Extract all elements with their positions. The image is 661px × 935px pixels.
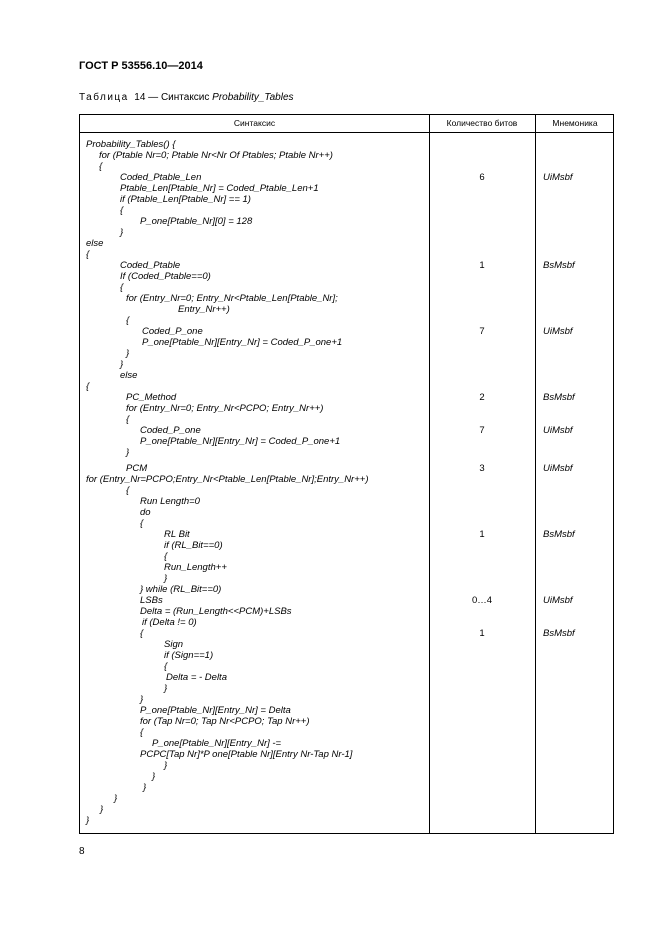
syntax-table xyxy=(79,114,614,834)
syntax-line: else xyxy=(86,238,104,249)
header-bits: Количество битов xyxy=(446,118,518,128)
syntax-line: } xyxy=(164,760,168,771)
syntax-line: { xyxy=(164,661,168,672)
mnemonic-cell: BsMsbf xyxy=(543,529,575,540)
syntax-line: P_one[Ptable_Nr][0] = 128 xyxy=(140,216,253,227)
syntax-line: for (Ptable Nr=0; Ptable Nr<Nr Of Ptables; Ptable Nr++) xyxy=(99,150,333,161)
caption-prefix: Таблица xyxy=(79,92,129,103)
bits-cell: 0…4 xyxy=(471,595,493,606)
syntax-line: } xyxy=(114,793,118,804)
syntax-line: { xyxy=(86,381,90,392)
syntax-line: LSBs xyxy=(140,595,163,606)
syntax-line: Coded_Ptable_Len xyxy=(120,172,202,183)
bits-cell: 3 xyxy=(479,463,485,474)
bits-cell: 7 xyxy=(479,425,485,436)
syntax-line: if (RL_Bit==0) xyxy=(164,540,223,551)
syntax-line: for (Entry_Nr=0; Entry_Nr<Ptable_Len[Ptable_Nr]; xyxy=(126,293,338,304)
syntax-line: } while (RL_Bit==0) xyxy=(140,584,222,595)
bits-cell: 6 xyxy=(479,172,485,183)
syntax-line: else xyxy=(120,370,138,381)
syntax-line: if (Sign==1) xyxy=(164,650,214,661)
syntax-line: { xyxy=(86,249,90,260)
syntax-line: Sign xyxy=(164,639,184,650)
bits-cell: 1 xyxy=(479,529,485,540)
syntax-line: Coded_P_one xyxy=(140,425,201,436)
syntax-line: PC_Method xyxy=(126,392,177,403)
syntax-line: { xyxy=(140,628,144,639)
bits-cell: 1 xyxy=(479,260,485,271)
syntax-line: Coded_Ptable xyxy=(120,260,181,271)
syntax-line: RL Bit xyxy=(164,529,190,540)
caption-number: 14 — Синтаксис xyxy=(134,92,213,103)
syntax-line: } xyxy=(120,227,124,238)
syntax-line: if (Ptable_Len[Ptable_Nr] == 1) xyxy=(120,194,251,205)
syntax-line: Delta = - Delta xyxy=(166,672,227,683)
syntax-line: } xyxy=(143,782,147,793)
mnemonic-cell: UiMsbf xyxy=(543,172,573,183)
syntax-line: { xyxy=(140,727,144,738)
column-divider xyxy=(429,115,430,833)
bits-cell: 2 xyxy=(479,392,485,403)
syntax-line: { xyxy=(126,315,130,326)
syntax-line: Ptable_Len[Ptable_Nr] = Coded_Ptable_Len+1 xyxy=(120,183,319,194)
syntax-line: do xyxy=(140,507,151,518)
mnemonic-cell: UiMsbf xyxy=(543,595,573,606)
syntax-line: { xyxy=(99,161,103,172)
syntax-line: P_one[Ptable_Nr][Entry_Nr] -= xyxy=(152,738,282,749)
syntax-line: Probability_Tables() { xyxy=(86,139,176,150)
syntax-line: Coded_P_one xyxy=(142,326,203,337)
syntax-line: for (Tap Nr=0; Tap Nr<PCPO; Tap Nr++) xyxy=(140,716,310,727)
mnemonic-cell: BsMsbf xyxy=(543,628,575,639)
caption-name: Probability_Tables xyxy=(212,92,294,103)
syntax-line: P_one[Ptable_Nr][Entry_Nr] = Delta xyxy=(140,705,291,716)
page-number: 8 xyxy=(79,846,85,857)
syntax-line: { xyxy=(120,282,124,293)
mnemonic-cell: BsMsbf xyxy=(543,392,575,403)
syntax-line: If (Coded_Ptable==0) xyxy=(120,271,211,282)
bits-cell: 1 xyxy=(479,628,485,639)
syntax-line: } xyxy=(126,348,130,359)
bits-cell: 7 xyxy=(479,326,485,337)
syntax-line: Run_Length++ xyxy=(164,562,227,573)
syntax-line: } xyxy=(164,683,168,694)
syntax-line: P_one[Ptable_Nr][Entry_Nr] = Coded_P_one+1 xyxy=(140,436,341,447)
syntax-line: for (Entry_Nr=PCPO;Entry_Nr<Ptable_Len[Ptable_Nr];Entry_Nr++) xyxy=(86,474,369,485)
syntax-line: } xyxy=(120,359,124,370)
header-divider xyxy=(80,132,613,133)
column-divider xyxy=(535,115,536,833)
table-caption xyxy=(79,92,294,103)
syntax-line: Entry_Nr++) xyxy=(178,304,230,315)
syntax-line: PCM xyxy=(126,463,148,474)
mnemonic-cell: UiMsbf xyxy=(543,425,573,436)
header-mnemonic: Мнемоника xyxy=(552,118,598,128)
syntax-line: { xyxy=(126,414,130,425)
syntax-line: } xyxy=(126,447,130,458)
syntax-line: P_one[Ptable_Nr][Entry_Nr] = Coded_P_one+1 xyxy=(142,337,343,348)
header-syntax: Синтаксис xyxy=(233,118,276,128)
syntax-line: } xyxy=(86,815,90,826)
syntax-line: { xyxy=(164,551,168,562)
syntax-line: } xyxy=(152,771,156,782)
mnemonic-cell: BsMsbf xyxy=(543,260,575,271)
document-header: ГОСТ Р 53556.10—2014 xyxy=(79,60,203,72)
syntax-line: for (Entry_Nr=0; Entry_Nr<PCPO; Entry_Nr++) xyxy=(126,403,324,414)
syntax-line: } xyxy=(100,804,104,815)
syntax-line: { xyxy=(140,518,144,529)
mnemonic-cell: UiMsbf xyxy=(543,463,573,474)
syntax-line: { xyxy=(120,205,124,216)
syntax-line: } xyxy=(140,694,144,705)
syntax-line: PCPC[Tap Nr]*P one[Ptable Nr][Entry Nr-Tap Nr-1] xyxy=(140,749,353,760)
syntax-line: { xyxy=(126,485,130,496)
syntax-line: Delta = (Run_Length<<PCM)+LSBs xyxy=(140,606,292,617)
syntax-line: if (Delta != 0) xyxy=(142,617,197,628)
syntax-line: Run Length=0 xyxy=(140,496,200,507)
syntax-line: } xyxy=(164,573,168,584)
mnemonic-cell: UiMsbf xyxy=(543,326,573,337)
